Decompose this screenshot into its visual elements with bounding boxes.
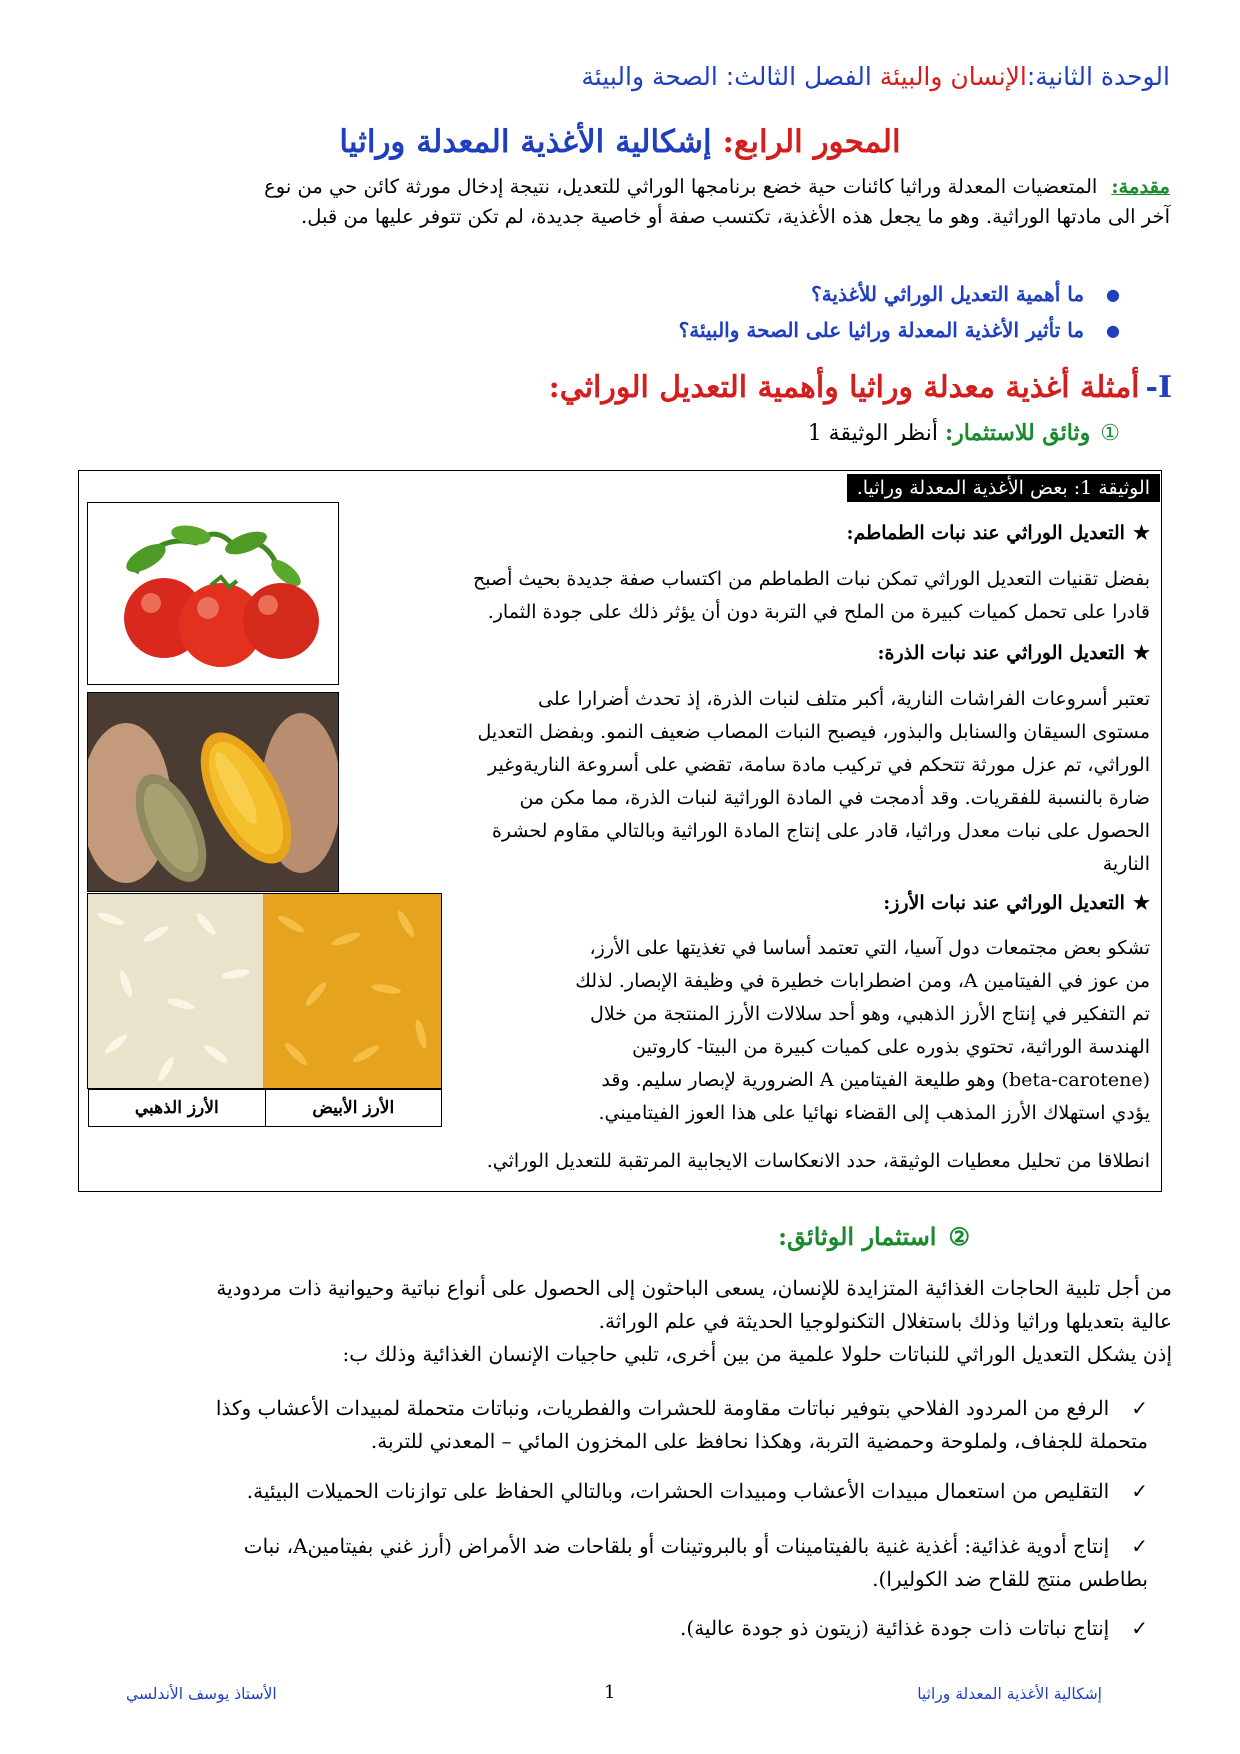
documents-subheading: ①وثائق للاستثمار: أنظر الوثيقة 1 (807, 420, 1120, 446)
unit-prefix: الوحدة الثانية: (1026, 62, 1170, 91)
question-list (679, 276, 1120, 348)
circled-two-icon: ② (948, 1222, 970, 1251)
check-icon: ✓ (1131, 1616, 1148, 1640)
unit-name: الإنسان والبيئة (879, 62, 1027, 91)
section-2-heading: ②استثمار الوثائق: (778, 1222, 970, 1251)
white-rice-label: الأرز الأبيض (265, 1090, 442, 1126)
rice-labels (88, 1089, 442, 1127)
bullet-icon: ● (1106, 284, 1120, 304)
bullet-icon: ● (1106, 320, 1120, 340)
check-item: ✓إنتاج أدوية غذائية: أغذية غنية بالفيتامينات أو بالبروتينات أو بلقاحات ضد الأمراض (أرز غني بفيتامينA، نبات بطاطس منتج للقاح ضد الكوليرا). (243, 1534, 1148, 1591)
footer-title: إشكالية الأغذية المعدلة وراثيا (917, 1685, 1102, 1703)
tomato-image (87, 502, 339, 685)
star-icon: ★ (1132, 522, 1150, 544)
tomato-title: ★التعديل الوراثي عند نبات الطماطم: (846, 522, 1150, 544)
intro-line-1: مقدمة:المتعضيات المعدلة وراثيا كائنات حية خضع برنامجها الوراثي للتعديل، نتيجة إدخال مورثة كائن حي من نوع (264, 175, 1170, 198)
star-icon: ★ (1132, 642, 1150, 664)
section-number: I- (1145, 370, 1172, 405)
page-number: 1 (604, 1682, 616, 1703)
document-task: انطلاقا من تحليل معطيات الوثيقة، حدد الانعكاسات الايجابية المرتقبة للتعديل الوراثي. (486, 1150, 1150, 1172)
golden-rice-label: الأرز الذهبي (134, 1098, 219, 1118)
circled-one-icon: ① (1100, 421, 1120, 446)
check-item: ✓التقليص من استعمال مبيدات الأعشاب ومبيدات الحشرات، وبالتالي الحفاظ على توازنات الحميلات البيئية. (246, 1479, 1148, 1503)
chapter-title: الفصل الثالث: الصحة والبيئة (581, 62, 880, 91)
rice-title: ★التعديل الوراثي عند نبات الأرز: (883, 892, 1150, 914)
unit-title (581, 62, 1170, 91)
star-icon: ★ (1132, 892, 1150, 914)
corn-title: ★التعديل الوراثي عند نبات الذرة: (877, 642, 1150, 664)
section-2-line: إذن يشكل التعديل الوراثي للنباتات حلولا علمية من بين أخرى، تلبي حاجيات الإنسان الغذائية وذلك ب: (342, 1342, 1172, 1366)
intro-label: مقدمة: (1111, 175, 1170, 198)
section-2-line: من أجل تلبية الحاجات الغذائية المتزايدة للإنسان، يسعى الباحثون إلى الحصول على أنواع نباتية وحيوانية ذات مردودية (216, 1276, 1172, 1300)
check-item: ✓إنتاج نباتات ذات جودة غذائية (زيتون ذو جودة عالية). (680, 1616, 1148, 1640)
rice-paragraph: تشكو بعض مجتمعات دول آسيا، التي تعتمد أساسا في تغذيتها على الأرز، من عوز في الفيتامين A، ومن اضطرابات خطيرة في وظيفة الإبصار. لذلك تم التفكير في إنتاج الأرز الذهبي، وهو أحد سلالات الأرز المنتجة من خلال الهندسة الوراثية، تحتوي بذوره على كميات كبيرة من البيتا- كاروتين (beta-carotene) وهو طليعة الفيتامين A الضرورية لإبصار سليم. وقد يؤدي استهلاك الأرز المذهب إلى القضاء نهائيا على هذا العوز الفيتاميني. (575, 937, 1150, 1124)
axis-name: إشكالية الأغذية المعدلة وراثيا (339, 124, 712, 160)
check-icon: ✓ (1131, 1396, 1148, 1420)
document-heading: الوثيقة 1: بعض الأغذية المعدلة وراثيا. (847, 474, 1160, 502)
axis-title (0, 124, 1240, 160)
section-1-heading: I-أمثلة أغذية معدلة وراثيا وأهمية التعديل الوراثي: (548, 370, 1172, 405)
footer-author: الأستاذ يوسف الأندلسي (126, 1685, 277, 1703)
corn-paragraph: تعتبر أسروعات الفراشات النارية، أكبر متلف لنبات الذرة، إذ تحدث أضرارا على مستوى السيقان والسنابل والبذور، فيصبح النبات المصاب ضعيف النمو. وبفضل التعديل الوراثي، تم عزل مورثة تتحكم في تركيب مادة سامة، تقضي على أسروعة الناريةوغير ضارة بالنسبة للفقريات. وقد أدمجت في المادة الوراثية لنبات الذرة، مما مكن من الحصول على نبات معدل وراثيا، قادر على إنتاج المادة الوراثية وبالتالي مقاوم لحشرة النارية (477, 688, 1150, 875)
check-icon: ✓ (1131, 1479, 1148, 1503)
check-icon: ✓ (1131, 1534, 1148, 1558)
question-item: ● ما تأثير الأغذية المعدلة وراثيا على الصحة والبيئة؟ (678, 318, 1120, 342)
tomato-paragraph: بفضل تقنيات التعديل الوراثي تمكن نبات الطماطم من اكتساب صفة جديدة بحيث أصبح قادرا على تحمل كميات كبيرة من الملح في التربة دون أن يؤثر ذلك على جودة الثمار. (472, 568, 1150, 623)
intro-line-2: آخر الى مادتها الوراثية. وهو ما يجعل هذه الأغذية، تكتسب صفة أو خاصية جديدة، لم تكن تتوفر عليها من قبل. (301, 205, 1170, 228)
axis-label: المحور الرابع: (711, 124, 901, 160)
question-item: ● ما أهمية التعديل الوراثي للأغذية؟ (811, 282, 1120, 306)
corn-image (87, 692, 339, 892)
check-item: ✓الرفع من المردود الفلاحي بتوفير نباتات مقاومة للحشرات والفطريات، ونباتات متحملة لمبيدات الأعشاب وكذا متحملة للجفاف، ولملوحة وحمضية التربة، وهكذا نحافظ على المخزون المائي – المعدني للتربة. (215, 1396, 1148, 1453)
rice-image (87, 893, 442, 1089)
section-2-line: عالية بتعديلها وراثيا وذلك باستغلال التكنولوجيا الحديثة في علم الوراثة. (598, 1309, 1172, 1333)
